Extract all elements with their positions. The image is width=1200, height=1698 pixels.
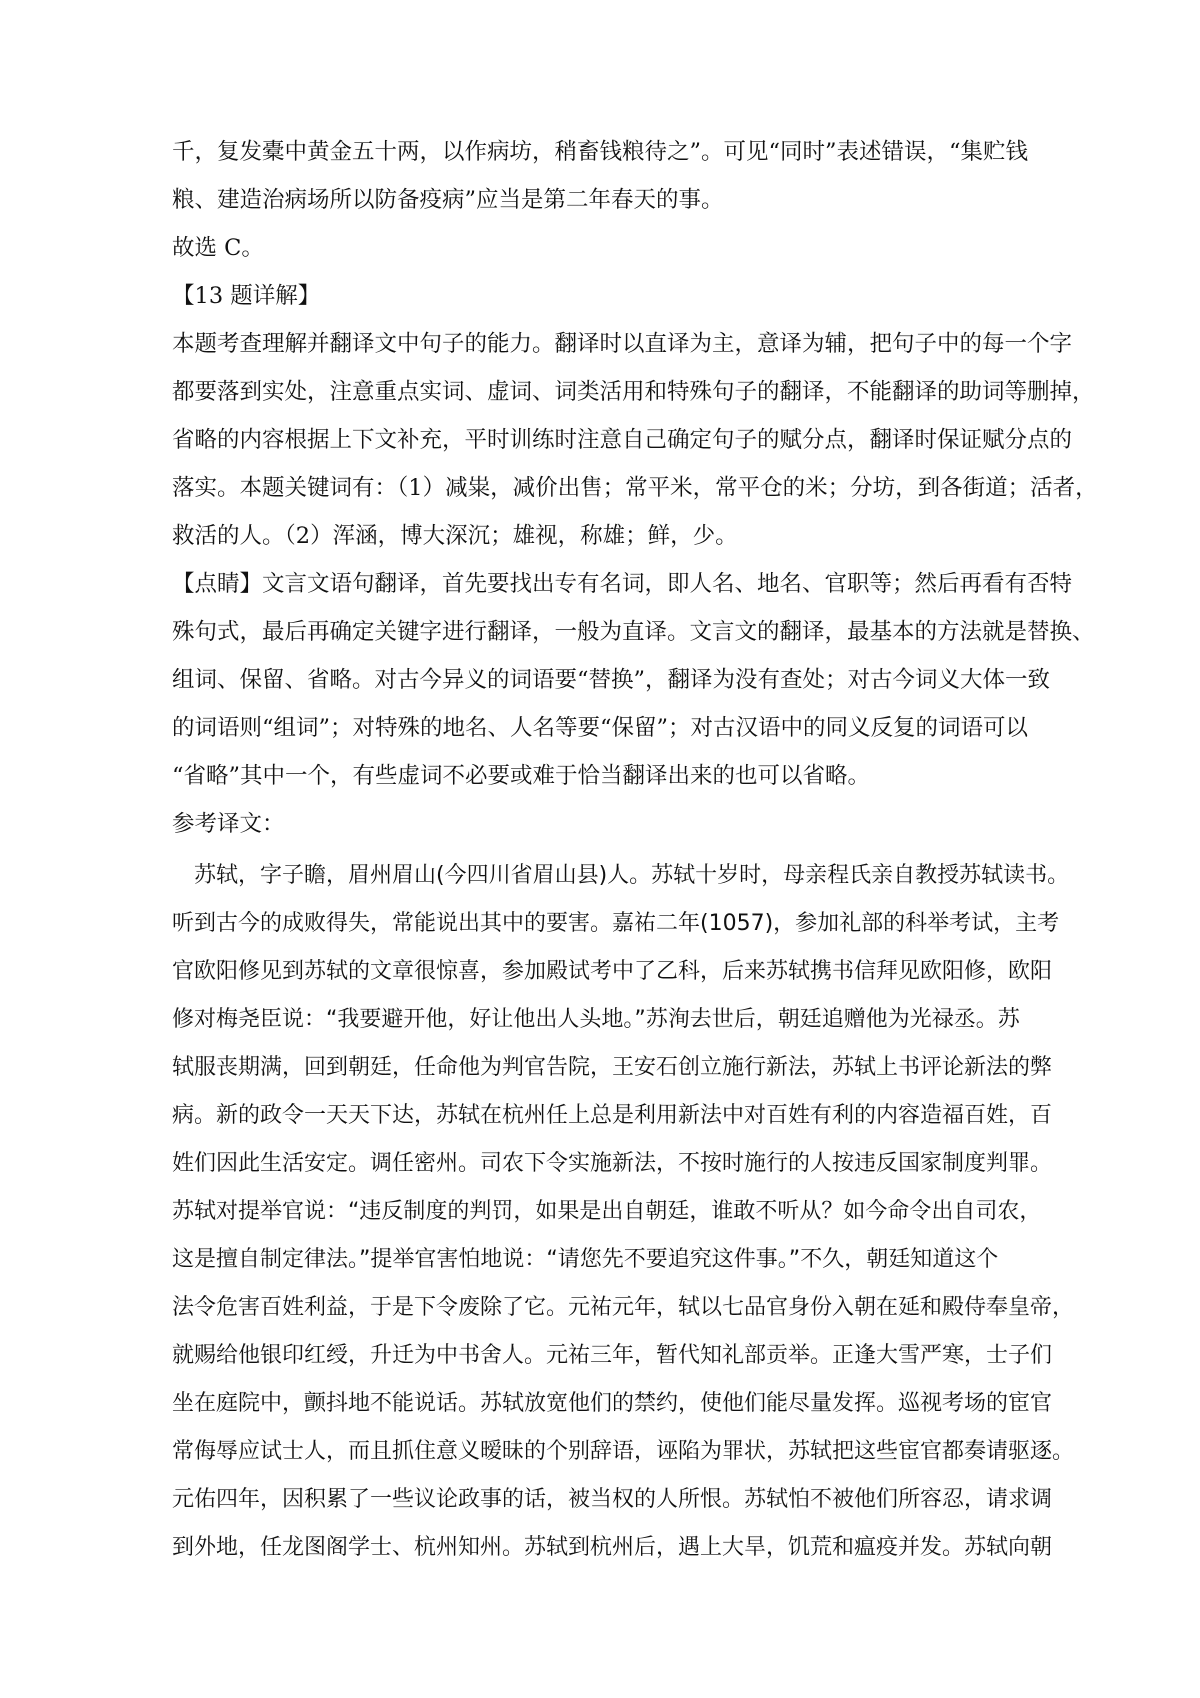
analysis-line-7: 省略的内容根据上下文补充，平时训练时注意自己确定句子的赋分点，翻译时保证赋分点的 [172, 427, 1073, 453]
tip-line-4: 的词语则“组词”；对特殊的地名、人名等要“保留”；对古汉语中的同义反复的词语可以 [172, 715, 1029, 741]
translation-line-2: 听到古今的成败得失，常能说出其中的要害。嘉祐二年(1057)，参加礼部的科举考试，主考 [172, 911, 1060, 936]
analysis-line-9: 救活的人。（2）浑涵，博大深沉；雄视，称雄；鲜，少。 [172, 523, 738, 549]
translation-line-11: 就赐给他银印红绶，升迁为中书舍人。元祐三年，暂代知礼部贡举。正逢大雪严寒，士子们 [172, 1343, 1053, 1368]
analysis-line-2: 粮、建造治病场所以防备疫病”应当是第二年春天的事。 [172, 187, 724, 213]
translation-line-3: 官欧阳修见到苏轼的文章很惊喜，参加殿试考中了乙科，后来苏轼携书信拜见欧阳修，欧阳 [172, 959, 1053, 984]
reference-translation-heading: 参考译文： [172, 811, 285, 837]
conclusion-line: 故选 C。 [172, 235, 264, 261]
analysis-line-8: 落实。本题关键词有：（1）减粜，减价出售；常平米，常平仓的米；分坊，到各街道；活者， [172, 475, 1098, 501]
translation-line-15: 到外地，任龙图阁学士、杭州知州。苏轼到杭州后，遇上大旱，饥荒和瘟疫并发。苏轼向朝 [172, 1535, 1053, 1560]
translation-line-7: 姓们因此生活安定。调任密州。司农下令实施新法，不按时施行的人按违反国家制度判罪。 [172, 1151, 1053, 1176]
translation-line-1: 苏轼，字子瞻，眉州眉山(今四川省眉山县)人。苏轼十岁时，母亲程氏亲自教授苏轼读书。 [172, 863, 1070, 888]
translation-line-6: 病。新的政令一天天下达，苏轼在杭州任上总是利用新法中对百姓有利的内容造福百姓，百 [172, 1103, 1053, 1128]
section-heading-13: 【13 题详解】 [172, 283, 321, 309]
translation-line-4: 修对梅尧臣说：“我要避开他，好让他出人头地。”苏洵去世后，朝廷追赠他为光禄丞。苏 [172, 1007, 1020, 1032]
translation-line-9: 这是擅自制定律法。”提举官害怕地说：“请您先不要追究这件事。”不久，朝廷知道这个 [172, 1247, 999, 1272]
analysis-line-1: 千，复发橐中黄金五十两，以作病坊，稍畜钱粮待之”。可见“同时”表述错误，“集贮钱 [172, 139, 1029, 165]
translation-line-13: 常侮辱应试士人，而且抓住意义暧昧的个别辞语，诬陷为罪状，苏轼把这些宦官都奏请驱逐。 [172, 1439, 1075, 1464]
tip-line-5: “省略”其中一个，有些虚词不必要或难于恰当翻译出来的也可以省略。 [172, 763, 871, 789]
translation-line-10: 法令危害百姓利益，于是下令废除了它。元祐元年，轼以七品官身份入朝在延和殿侍奉皇帝， [172, 1295, 1075, 1320]
tip-line-3: 组词、保留、省略。对古今异义的词语要“替换”，翻译为没有查处；对古今词义大体一致 [172, 667, 1051, 693]
translation-line-8: 苏轼对提举官说：“违反制度的判罚，如果是出自朝廷，谁敢不听从？如今命令出自司农， [172, 1199, 1042, 1224]
tip-line-1: 【点睛】文言文语句翻译，首先要找出专有名词，即人名、地名、官职等；然后再看有否特 [172, 571, 1073, 597]
tip-line-2: 殊句式，最后再确定关键字进行翻译，一般为直译。文言文的翻译，最基本的方法就是替换、 [172, 619, 1095, 645]
analysis-line-6: 都要落到实处，注意重点实词、虚词、词类活用和特殊句子的翻译，不能翻译的助词等删掉， [172, 379, 1095, 405]
analysis-line-5: 本题考查理解并翻译文中句子的能力。翻译时以直译为主，意译为辅，把句子中的每一个字 [172, 331, 1073, 357]
translation-line-14: 元佑四年，因积累了一些议论政事的话，被当权的人所恨。苏轼怕不被他们所容忍，请求调 [172, 1487, 1053, 1512]
translation-line-12: 坐在庭院中，颤抖地不能说话。苏轼放宽他们的禁约，使他们能尽量发挥。巡视考场的宦官 [172, 1391, 1053, 1416]
translation-line-5: 轼服丧期满，回到朝廷，任命他为判官告院，王安石创立施行新法，苏轼上书评论新法的弊 [172, 1055, 1053, 1080]
